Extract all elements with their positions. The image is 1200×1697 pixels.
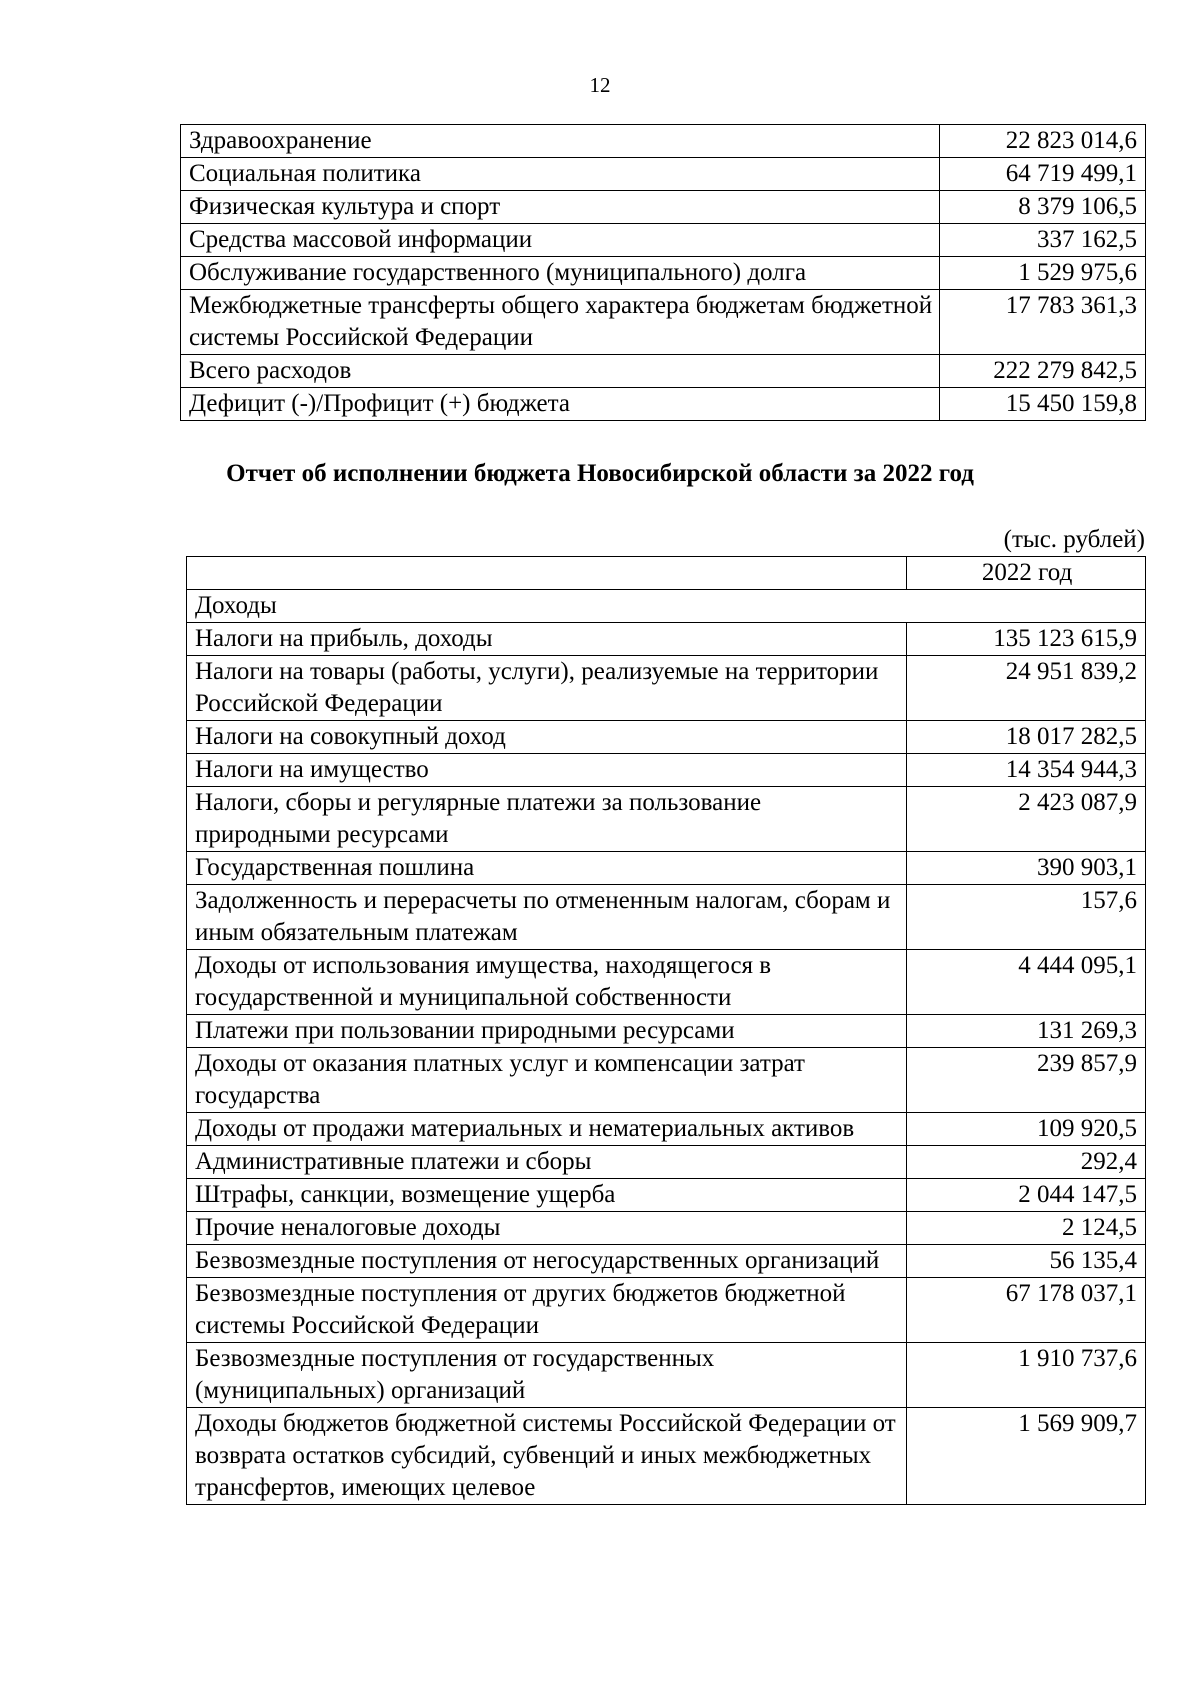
row-value: 15 450 159,8 bbox=[940, 388, 1146, 421]
row-label: Государственная пошлина bbox=[187, 852, 907, 885]
table-row bbox=[187, 1278, 1146, 1343]
row-value: 1 569 909,7 bbox=[907, 1408, 1146, 1505]
row-value: 17 783 361,3 bbox=[940, 290, 1146, 355]
table-row bbox=[187, 1212, 1146, 1245]
row-label: Задолженность и перерасчеты по отмененным налогам, сборам и иным обязательным платежам bbox=[187, 885, 907, 950]
row-value: 2 423 087,9 bbox=[907, 787, 1146, 852]
row-value: 109 920,5 bbox=[907, 1113, 1146, 1146]
table-row bbox=[187, 721, 1146, 754]
row-label: Доходы от оказания платных услуг и компенсации затрат государства bbox=[187, 1048, 907, 1113]
row-value: 1 910 737,6 bbox=[907, 1343, 1146, 1408]
row-label: Платежи при пользовании природными ресурсами bbox=[187, 1015, 907, 1048]
row-label: Налоги на имущество bbox=[187, 754, 907, 787]
table-row bbox=[187, 950, 1146, 1015]
table-row bbox=[181, 290, 1146, 355]
table-header-row bbox=[187, 557, 1146, 590]
expenses-table-continuation bbox=[180, 124, 1146, 421]
table-row bbox=[187, 1408, 1146, 1505]
row-label: Доходы от продажи материальных и нематериальных активов bbox=[187, 1113, 907, 1146]
table-row bbox=[187, 656, 1146, 721]
row-label: Налоги на товары (работы, услуги), реализуемые на территории Российской Федерации bbox=[187, 656, 907, 721]
row-label: Доходы бюджетов бюджетной системы Российской Федерации от возврата остатков субсидий, субвенций и иных межбюджетных трансфертов, имеющих целевое bbox=[187, 1408, 907, 1505]
table-row bbox=[181, 125, 1146, 158]
row-value: 2 044 147,5 bbox=[907, 1179, 1146, 1212]
row-label: Дефицит (-)/Профицит (+) бюджета bbox=[181, 388, 940, 421]
row-value: 67 178 037,1 bbox=[907, 1278, 1146, 1343]
row-label: Прочие неналоговые доходы bbox=[187, 1212, 907, 1245]
row-value: 2 124,5 bbox=[907, 1212, 1146, 1245]
row-value: 24 951 839,2 bbox=[907, 656, 1146, 721]
row-value: 131 269,3 bbox=[907, 1015, 1146, 1048]
table-row bbox=[187, 1343, 1146, 1408]
table-row bbox=[187, 1048, 1146, 1113]
table-row bbox=[181, 388, 1146, 421]
row-value: 390 903,1 bbox=[907, 852, 1146, 885]
row-label: Всего расходов bbox=[181, 355, 940, 388]
units-note: (тыс. рублей) bbox=[1003, 526, 1145, 553]
row-value: 292,4 bbox=[907, 1146, 1146, 1179]
table-row bbox=[187, 623, 1146, 656]
row-label: Налоги на совокупный доход bbox=[187, 721, 907, 754]
table-row bbox=[187, 1146, 1146, 1179]
section-label-income: Доходы bbox=[187, 590, 1146, 623]
page-number: 12 bbox=[589, 73, 611, 97]
row-value: 1 529 975,6 bbox=[940, 257, 1146, 290]
report-title: Отчет об исполнении бюджета Новосибирской области за 2022 год bbox=[226, 460, 974, 487]
row-value: 157,6 bbox=[907, 885, 1146, 950]
row-label: Административные платежи и сборы bbox=[187, 1146, 907, 1179]
table-row bbox=[181, 191, 1146, 224]
row-label: Штрафы, санкции, возмещение ущерба bbox=[187, 1179, 907, 1212]
row-label: Средства массовой информации bbox=[181, 224, 940, 257]
table-row bbox=[187, 885, 1146, 950]
row-value: 337 162,5 bbox=[940, 224, 1146, 257]
row-label: Здравоохранение bbox=[181, 125, 940, 158]
row-label: Обслуживание государственного (муниципального) долга bbox=[181, 257, 940, 290]
row-value: 18 017 282,5 bbox=[907, 721, 1146, 754]
row-value: 4 444 095,1 bbox=[907, 950, 1146, 1015]
table-row bbox=[187, 1245, 1146, 1278]
row-value: 64 719 499,1 bbox=[940, 158, 1146, 191]
table-row bbox=[181, 257, 1146, 290]
row-label: Социальная политика bbox=[181, 158, 940, 191]
table-row bbox=[187, 1015, 1146, 1048]
row-value: 14 354 944,3 bbox=[907, 754, 1146, 787]
table-row bbox=[187, 787, 1146, 852]
row-value: 22 823 014,6 bbox=[940, 125, 1146, 158]
row-label: Межбюджетные трансферты общего характера бюджетам бюджетной системы Российской Федерации bbox=[181, 290, 940, 355]
row-label: Налоги, сборы и регулярные платежи за пользование природными ресурсами bbox=[187, 787, 907, 852]
row-label: Безвозмездные поступления от государственных (муниципальных) организаций bbox=[187, 1343, 907, 1408]
column-header-year: 2022 год bbox=[907, 557, 1146, 590]
table-row bbox=[187, 1179, 1146, 1212]
table-row bbox=[187, 1113, 1146, 1146]
table-row bbox=[181, 355, 1146, 388]
row-label: Безвозмездные поступления от негосударственных организаций bbox=[187, 1245, 907, 1278]
row-label: Доходы от использования имущества, находящегося в государственной и муниципальной собственности bbox=[187, 950, 907, 1015]
row-value: 56 135,4 bbox=[907, 1245, 1146, 1278]
row-label: Налоги на прибыль, доходы bbox=[187, 623, 907, 656]
section-row bbox=[187, 590, 1146, 623]
row-label: Физическая культура и спорт bbox=[181, 191, 940, 224]
row-label: Безвозмездные поступления от других бюджетов бюджетной системы Российской Федерации bbox=[187, 1278, 907, 1343]
header-empty-cell bbox=[187, 557, 907, 590]
row-value: 135 123 615,9 bbox=[907, 623, 1146, 656]
row-value: 222 279 842,5 bbox=[940, 355, 1146, 388]
table-row bbox=[187, 754, 1146, 787]
table-row bbox=[187, 852, 1146, 885]
row-value: 239 857,9 bbox=[907, 1048, 1146, 1113]
table-row bbox=[181, 158, 1146, 191]
row-value: 8 379 106,5 bbox=[940, 191, 1146, 224]
table-row bbox=[181, 224, 1146, 257]
budget-report-table bbox=[186, 556, 1146, 1505]
